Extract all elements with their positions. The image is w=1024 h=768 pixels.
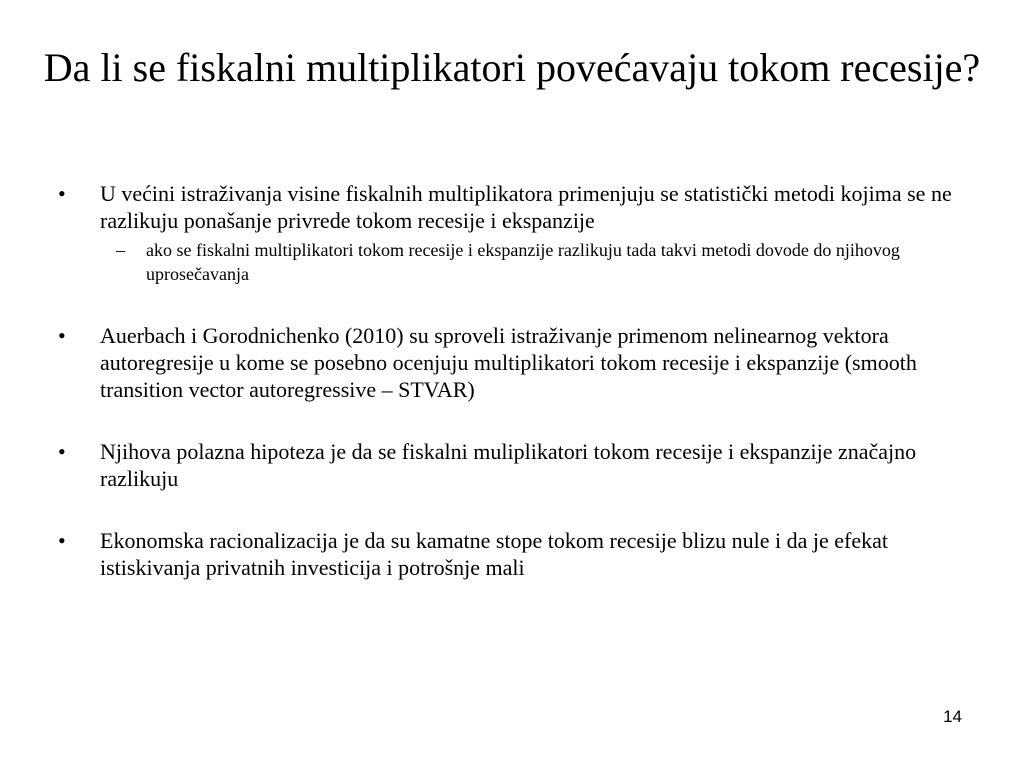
bullet-text: Njihova polazna hipoteza je da se fiskalni muliplikatori tokom recesije i ekspanzije značajno razlikuju <box>100 439 917 491</box>
bullet-marker: • <box>58 439 66 464</box>
bullet-item <box>58 438 978 492</box>
subbullet-text: ako se fiskalni multiplikatori tokom recesije i ekspanzije razlikuju tada takvi metodi dovode do njihovog uprosečavanja <box>146 240 900 284</box>
bullet-marker: • <box>58 323 66 348</box>
slide-body <box>58 180 978 581</box>
subbullet-item <box>100 238 978 286</box>
subbullet-marker: – <box>116 240 125 260</box>
bullet-text: Auerbach i Gorodnichenko (2010) su sproveli istraživanje primenom nelinearnog vektora autoregresije u kome se posebno ocenjuju multiplikatori tokom recesije i ekspanzije (smooth transition vector autoregressive – STVAR) <box>100 323 917 402</box>
bullet-item <box>58 322 978 403</box>
bullet-text: Ekonomska racionalizacija je da su kamatne stope tokom recesije blizu nule i da je efekat istiskivanja privatnih investicija i potrošnje mali <box>100 528 889 580</box>
bullet-marker: • <box>58 181 66 206</box>
bullet-item <box>58 527 978 581</box>
page-number: 14 <box>943 707 962 726</box>
bullet-marker: • <box>58 528 66 553</box>
bullet-text: U većini istraživanja visine fiskalnih multiplikatora primenjuju se statistički metodi kojima se ne razlikuju ponašanje privrede tokom recesije i ekspanzije <box>100 181 952 233</box>
bullet-item <box>58 180 978 234</box>
slide-title: Da li se fiskalni multiplikatori povećavaju tokom recesije? <box>43 45 981 90</box>
